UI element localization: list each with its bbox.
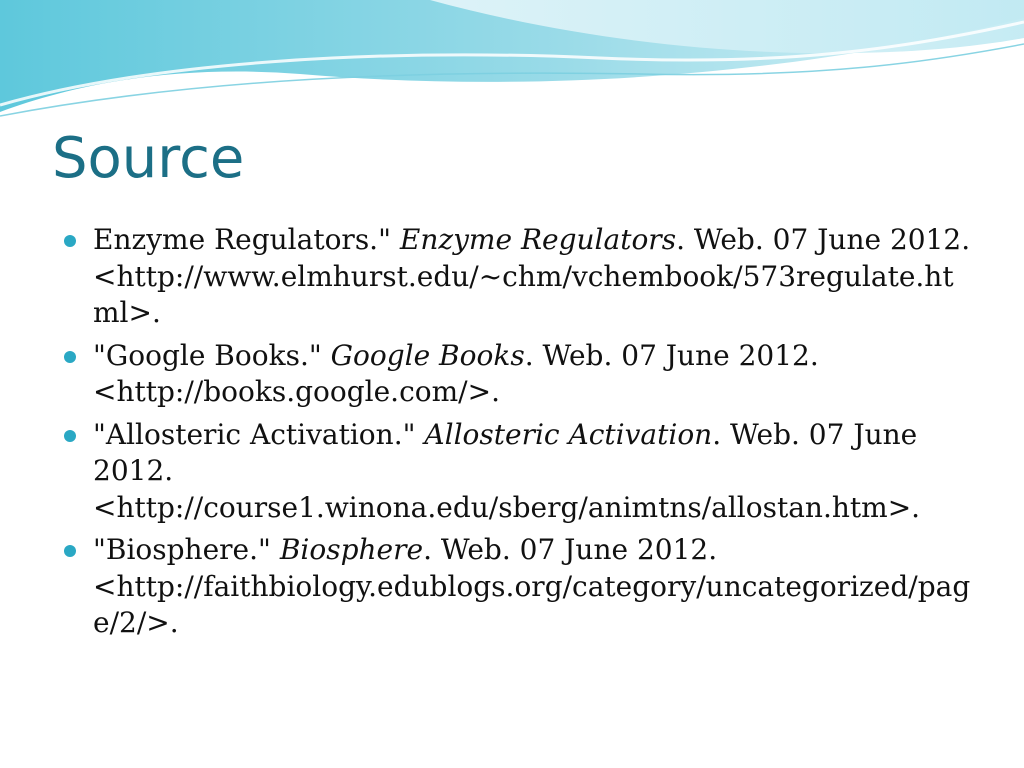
reference-work: Allosteric Activation xyxy=(424,417,713,451)
bullet-icon xyxy=(64,351,76,363)
reference-access-date: . Web. 07 June 2012. xyxy=(676,223,971,256)
reference-title: Enzyme Regulators." xyxy=(93,223,400,256)
reference-title: "Biosphere." xyxy=(93,533,280,566)
reference-item xyxy=(64,532,979,642)
header-wave-decoration xyxy=(0,0,1024,130)
bullet-icon xyxy=(64,235,76,247)
reference-access-date: . Web. 07 June 2012. xyxy=(93,417,918,487)
reference-url: <http://books.google.com/>. xyxy=(93,375,500,408)
reference-title: "Google Books." xyxy=(93,338,331,372)
reference-url: <http://faithbiology.edublogs.org/category/uncategorized/page/2/>. xyxy=(93,569,971,639)
reference-item xyxy=(64,338,979,411)
reference-work: Biosphere xyxy=(279,533,424,566)
reference-item xyxy=(64,222,979,332)
reference-access-date: . Web. 07 June 2012. xyxy=(524,338,819,372)
reference-list xyxy=(64,222,979,648)
reference-access-date: . Web. 07 June 2012. xyxy=(423,533,718,566)
reference-item xyxy=(64,417,979,527)
slide-title: Source xyxy=(52,126,245,191)
reference-work: Google Books xyxy=(330,338,525,372)
bullet-icon xyxy=(64,430,76,442)
reference-url: <http://course1.winona.edu/sberg/animtns/allostan.htm>. xyxy=(93,490,921,524)
reference-title: "Allosteric Activation." xyxy=(93,417,425,451)
reference-url: <http://www.elmhurst.edu/~chm/vchembook/573regulate.html>. xyxy=(93,259,954,329)
bullet-icon xyxy=(64,545,76,557)
reference-work: Enzyme Regulators xyxy=(399,223,677,256)
